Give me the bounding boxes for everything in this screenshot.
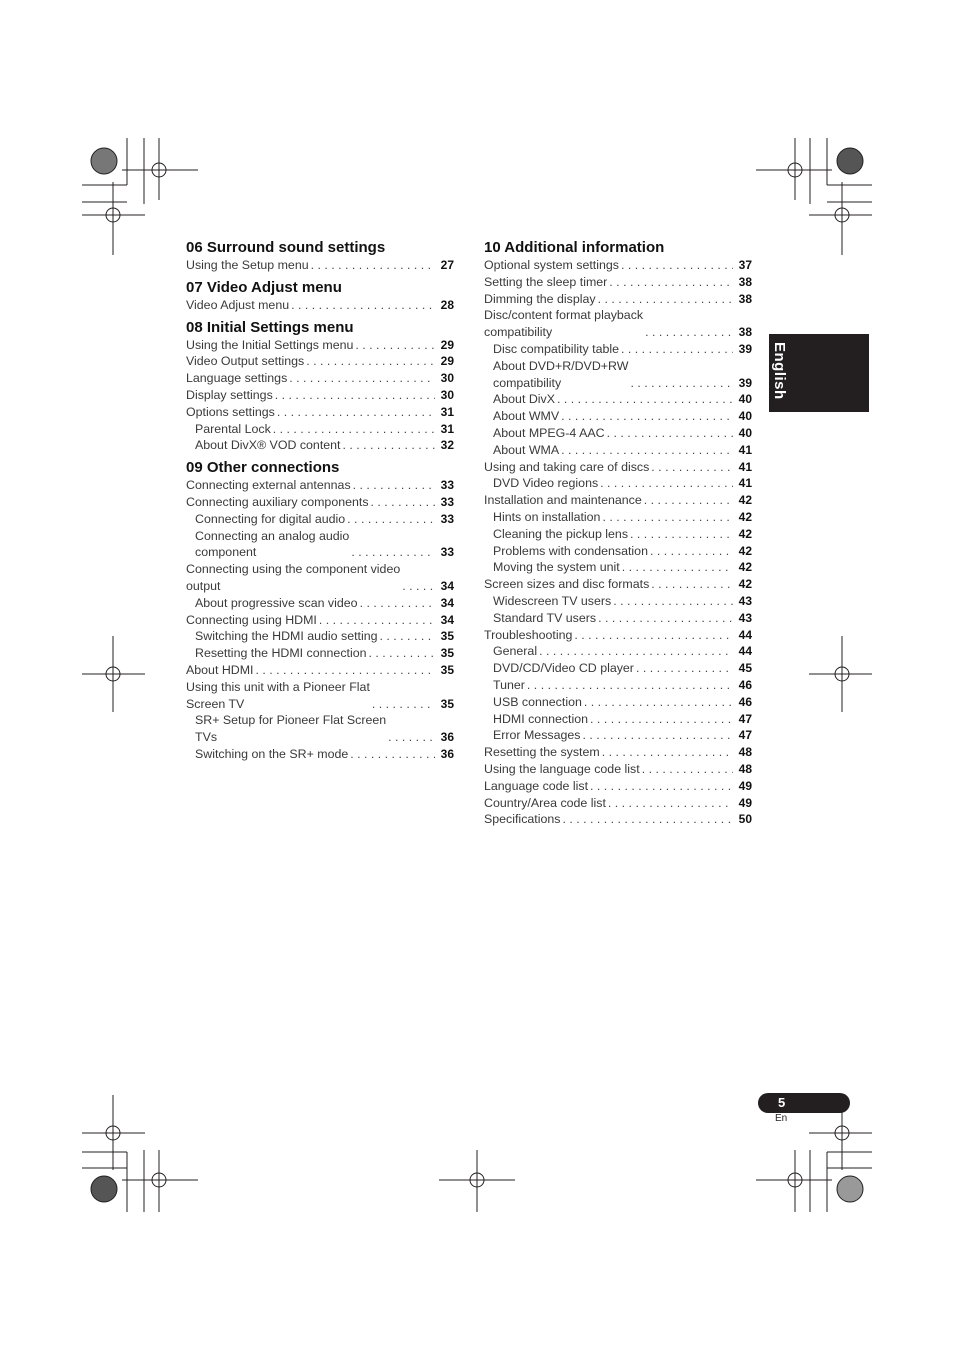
toc-entry-page: 29 [440, 354, 454, 369]
toc-entry-page: 34 [440, 595, 454, 610]
toc-section [484, 238, 752, 828]
toc-entry-page: 35 [440, 696, 454, 711]
toc-entry[interactable] [484, 643, 752, 660]
toc-entry[interactable] [186, 437, 454, 454]
section-title: 09 Other connections [186, 459, 340, 477]
toc-entry[interactable] [484, 459, 752, 476]
toc-entry-page: 41 [738, 476, 752, 491]
toc-entry-text: Display settings [186, 387, 273, 402]
toc-entry-text: Resetting the HDMI connection [195, 646, 367, 661]
toc-entry-page: 43 [738, 593, 752, 608]
toc-entry-page: 33 [440, 494, 454, 509]
toc-entry[interactable] [186, 370, 454, 387]
toc-entry-text: About MPEG-4 AAC [493, 425, 605, 440]
toc-entry-page: 41 [738, 459, 752, 474]
toc-entry-text: USB connection [493, 694, 582, 709]
toc-entry[interactable] [484, 576, 752, 593]
dot-leader [608, 795, 733, 812]
toc-entry-page: 33 [440, 545, 454, 560]
toc-entry-page: 43 [738, 610, 752, 625]
toc-entry-page: 48 [738, 761, 752, 776]
toc-entry[interactable] [484, 694, 752, 711]
toc-entry-page: 42 [738, 577, 752, 592]
toc-section [186, 458, 454, 763]
toc-entry-text: Connecting external antennas [186, 478, 351, 493]
dot-leader [275, 387, 435, 404]
toc-entry-page: 42 [738, 493, 752, 508]
toc-entry-text: Cleaning the pickup lens [493, 526, 629, 541]
dot-leader [539, 643, 733, 660]
toc-entry-text: Using the Setup menu [186, 258, 309, 272]
toc-section [186, 278, 454, 314]
dot-leader [388, 729, 435, 746]
toc-entry[interactable] [484, 492, 752, 509]
toc-entry-text: About progressive scan video [195, 595, 358, 610]
toc-entry[interactable] [484, 425, 752, 442]
toc-entry[interactable] [484, 442, 752, 459]
dot-leader [609, 274, 733, 291]
toc-entry-page: 46 [738, 694, 752, 709]
toc-entry-text: About HDMI [186, 662, 254, 677]
dot-leader [360, 595, 435, 612]
page-language-code: En [775, 1113, 788, 1124]
toc-right-column [484, 238, 752, 832]
toc-entry[interactable] [186, 561, 454, 595]
dot-leader [353, 477, 435, 494]
toc-entry-text: Country/Area code list [484, 795, 606, 810]
dot-leader [289, 370, 435, 387]
toc-entry[interactable] [484, 274, 752, 291]
toc-entry-page: 49 [738, 778, 752, 793]
toc-entry-page: 47 [738, 728, 752, 743]
dot-leader [371, 494, 435, 511]
dot-leader [600, 475, 733, 492]
toc-entry-page: 40 [738, 425, 752, 440]
toc-entry-text: Disc compatibility table [493, 341, 620, 356]
toc-entry-page: 31 [440, 421, 454, 436]
dot-leader [402, 578, 435, 595]
toc-entry[interactable] [484, 811, 752, 828]
toc-entry[interactable] [484, 543, 752, 560]
dot-leader [355, 337, 435, 354]
toc-entry-text: Specifications [484, 812, 561, 827]
dot-leader [319, 612, 435, 629]
toc-entry[interactable] [484, 711, 752, 728]
toc-entry-text: Video Output settings [186, 354, 305, 369]
toc-entry-text: SR+ Setup for Pioneer Flat Screen TVs [195, 713, 387, 745]
section-title: 10 Additional information [484, 239, 665, 256]
toc-entry-text: Optional system settings [484, 258, 619, 272]
language-tab [769, 334, 869, 412]
toc-entry-page: 39 [738, 341, 752, 356]
toc-entry-page: 36 [440, 730, 454, 745]
toc-entry[interactable] [484, 307, 752, 341]
toc-entry-text: About DVD+R/DVD+RW compatibility [493, 358, 629, 390]
toc-entry-text: Dimming the display [484, 291, 596, 306]
dot-leader [582, 727, 733, 744]
toc-entry-text: About WMV [493, 409, 560, 424]
toc-entry-text: General [493, 644, 538, 659]
toc-entry[interactable] [484, 727, 752, 744]
toc-entry[interactable] [186, 628, 454, 645]
dot-leader [277, 404, 435, 421]
dot-leader [630, 375, 733, 392]
toc-entry-text: Installation and maintenance [484, 493, 642, 508]
dot-leader [369, 645, 436, 662]
toc-entry[interactable] [186, 477, 454, 494]
section-title: 07 Video Adjust menu [186, 278, 342, 296]
toc-entry-text: Troubleshooting [484, 627, 573, 642]
dot-leader [557, 391, 733, 408]
dot-leader [602, 509, 733, 526]
toc-entry-text: Switching on the SR+ mode [195, 746, 349, 761]
dot-leader [372, 696, 435, 713]
toc-entry[interactable] [484, 559, 752, 576]
toc-entry-page: 44 [738, 627, 752, 642]
toc-entry-page: 35 [440, 629, 454, 644]
toc-entry-text: Connecting auxiliary components [186, 494, 369, 509]
toc-entry[interactable] [186, 679, 454, 713]
toc-entry-text: About DivX [493, 392, 555, 407]
toc-entry-page: 44 [738, 644, 752, 659]
toc-entry[interactable] [186, 421, 454, 438]
toc-entry-text: Problems with condensation [493, 543, 648, 558]
toc-entry[interactable] [186, 337, 454, 354]
dot-leader [622, 559, 733, 576]
dot-leader [527, 677, 733, 694]
toc-entry[interactable] [186, 404, 454, 421]
toc-entry-text: Options settings [186, 404, 275, 419]
toc-entry[interactable] [484, 761, 752, 778]
toc-entry-text: Resetting the system [484, 745, 600, 760]
toc-entry[interactable] [186, 746, 454, 763]
toc-entry[interactable] [484, 677, 752, 694]
toc-entry-page: 42 [738, 560, 752, 575]
toc-entry-text: Setting the sleep timer [484, 274, 608, 289]
toc-entry[interactable] [186, 353, 454, 370]
toc-entry[interactable] [484, 391, 752, 408]
dot-leader [613, 593, 733, 610]
toc-entry-page: 40 [738, 392, 752, 407]
toc-entry-text: Screen sizes and disc formats [484, 577, 650, 592]
toc-entry-page: 35 [440, 662, 454, 677]
toc-entry[interactable] [186, 645, 454, 662]
toc-entry[interactable] [484, 744, 752, 761]
toc-entry[interactable] [484, 475, 752, 492]
toc-entry[interactable] [186, 612, 454, 629]
dot-leader [645, 324, 733, 341]
toc-entry[interactable] [484, 660, 752, 677]
dot-leader [584, 694, 733, 711]
toc-entry[interactable] [484, 778, 752, 795]
toc-entry-page: 42 [738, 509, 752, 524]
dot-leader [636, 660, 733, 677]
toc-entry-text: Tuner [493, 677, 525, 692]
section-title: 06 Surround sound settings [186, 239, 386, 256]
toc-entry-page: 38 [738, 291, 752, 306]
page-number-badge [758, 1093, 850, 1113]
language-tab-label: English [771, 342, 788, 400]
toc-entry-page: 30 [440, 387, 454, 402]
toc-entry-text: Switching the HDMI audio setting [195, 629, 378, 644]
toc-entry[interactable] [186, 387, 454, 404]
dot-leader [255, 662, 435, 679]
toc-entry[interactable] [186, 712, 454, 746]
toc-entry-text: Parental Lock [195, 421, 271, 436]
toc-entry-text: Using this unit with a Pioneer Flat Screen TV [186, 679, 370, 711]
toc-entry-page: 49 [738, 795, 752, 810]
toc-entry-page: 50 [738, 812, 752, 827]
dot-leader [630, 526, 733, 543]
toc-entry[interactable] [484, 408, 752, 425]
toc-entry-text: Connecting an analog audio component [195, 528, 350, 560]
dot-leader [574, 627, 733, 644]
toc-entry[interactable] [186, 528, 454, 562]
dot-leader [602, 744, 733, 761]
toc-entry-text: Error Messages [493, 728, 581, 743]
toc-entry-text: Hints on installation [493, 509, 601, 524]
toc-entry-page: 42 [738, 543, 752, 558]
dot-leader [621, 341, 733, 358]
toc-entry[interactable] [484, 291, 752, 308]
dot-leader [598, 291, 733, 308]
toc-left-column [186, 238, 454, 767]
toc-entry-page: 34 [440, 612, 454, 627]
toc-entry-page: 42 [738, 526, 752, 541]
dot-leader [590, 711, 733, 728]
dot-leader [350, 746, 435, 763]
toc-entry[interactable] [484, 795, 752, 812]
page-number: 5 [778, 1095, 786, 1110]
toc-entry[interactable] [484, 627, 752, 644]
dot-leader [311, 257, 435, 274]
toc-entry-page: 28 [440, 297, 454, 312]
toc-entry-page: 39 [738, 375, 752, 390]
dot-leader [607, 425, 733, 442]
dot-leader [651, 459, 733, 476]
dot-leader [291, 297, 435, 314]
toc-entry[interactable] [484, 257, 752, 274]
toc-entry-text: DVD/CD/Video CD player [493, 661, 634, 676]
dot-leader [598, 610, 733, 627]
toc-entry-page: 33 [440, 511, 454, 526]
toc-entry[interactable] [484, 341, 752, 358]
toc-entry-page: 30 [440, 371, 454, 386]
toc-entry-page: 38 [738, 274, 752, 289]
dot-leader [642, 761, 733, 778]
toc-entry-page: 29 [440, 337, 454, 352]
dot-leader [306, 353, 435, 370]
dot-leader [562, 811, 733, 828]
toc-entry[interactable] [484, 610, 752, 627]
toc-entry-page: 36 [440, 746, 454, 761]
toc-entry-page: 38 [738, 325, 752, 340]
dot-leader [273, 421, 435, 438]
toc-entry-page: 33 [440, 478, 454, 493]
dot-leader [621, 257, 733, 274]
toc-entry-text: Connecting for digital audio [195, 511, 346, 526]
toc-section [186, 318, 454, 455]
dot-leader [343, 437, 436, 454]
dot-leader [651, 576, 733, 593]
dot-leader [351, 544, 435, 561]
section-title: 08 Initial Settings menu [186, 318, 354, 336]
toc-entry-page: 46 [738, 677, 752, 692]
toc-entry-text: Using the Initial Settings menu [186, 337, 354, 352]
toc-entry-page: 48 [738, 745, 752, 760]
dot-leader [561, 408, 733, 425]
dot-leader [347, 511, 435, 528]
toc-entry-page: 40 [738, 409, 752, 424]
toc-entry-page: 47 [738, 711, 752, 726]
toc-entry-page: 35 [440, 646, 454, 661]
toc-entry[interactable] [186, 257, 454, 274]
toc-entry[interactable] [484, 526, 752, 543]
toc-entry-text: Moving the system unit [493, 560, 620, 575]
toc-entry-text: DVD Video regions [493, 476, 599, 491]
toc-entry[interactable] [186, 511, 454, 528]
toc-entry-text: Video Adjust menu [186, 297, 290, 312]
toc-entry-text: Using and taking care of discs [484, 459, 650, 474]
toc-entry-page: 45 [738, 661, 752, 676]
toc-entry-page: 41 [738, 442, 752, 457]
toc-section [186, 238, 454, 274]
dot-leader [644, 492, 733, 509]
toc-entry-text: Connecting using the component video output [186, 562, 401, 593]
toc-entry[interactable] [484, 358, 752, 392]
dot-leader [561, 442, 733, 459]
dot-leader [380, 628, 435, 645]
toc-entry-text: Connecting using HDMI [186, 612, 317, 627]
toc-entry-text: About WMA [493, 442, 560, 457]
toc-entry[interactable] [186, 297, 454, 314]
toc-entry[interactable] [186, 494, 454, 511]
toc-entry-page: 32 [440, 438, 454, 453]
toc-entry-text: Using the language code list [484, 761, 640, 776]
toc-entry-page: 34 [440, 578, 454, 593]
toc-entry[interactable] [186, 595, 454, 612]
toc-entry[interactable] [186, 662, 454, 679]
toc-entry-page: 37 [738, 258, 752, 272]
dot-leader [590, 778, 733, 795]
toc-entry-text: Standard TV users [493, 610, 597, 625]
toc-entry[interactable] [484, 509, 752, 526]
toc-entry-page: 31 [440, 404, 454, 419]
toc-entry-text: HDMI connection [493, 711, 589, 726]
toc-entry-text: Language code list [484, 778, 589, 793]
dot-leader [650, 543, 733, 560]
toc-entry-text: Disc/content format playback compatibility [484, 308, 644, 340]
toc-entry-text: Language settings [186, 371, 288, 386]
toc-entry-page: 27 [440, 258, 454, 272]
toc-entry-text: Widescreen TV users [493, 593, 612, 608]
toc-entry[interactable] [484, 593, 752, 610]
toc-entry-text: About DivX® VOD content [195, 438, 341, 453]
